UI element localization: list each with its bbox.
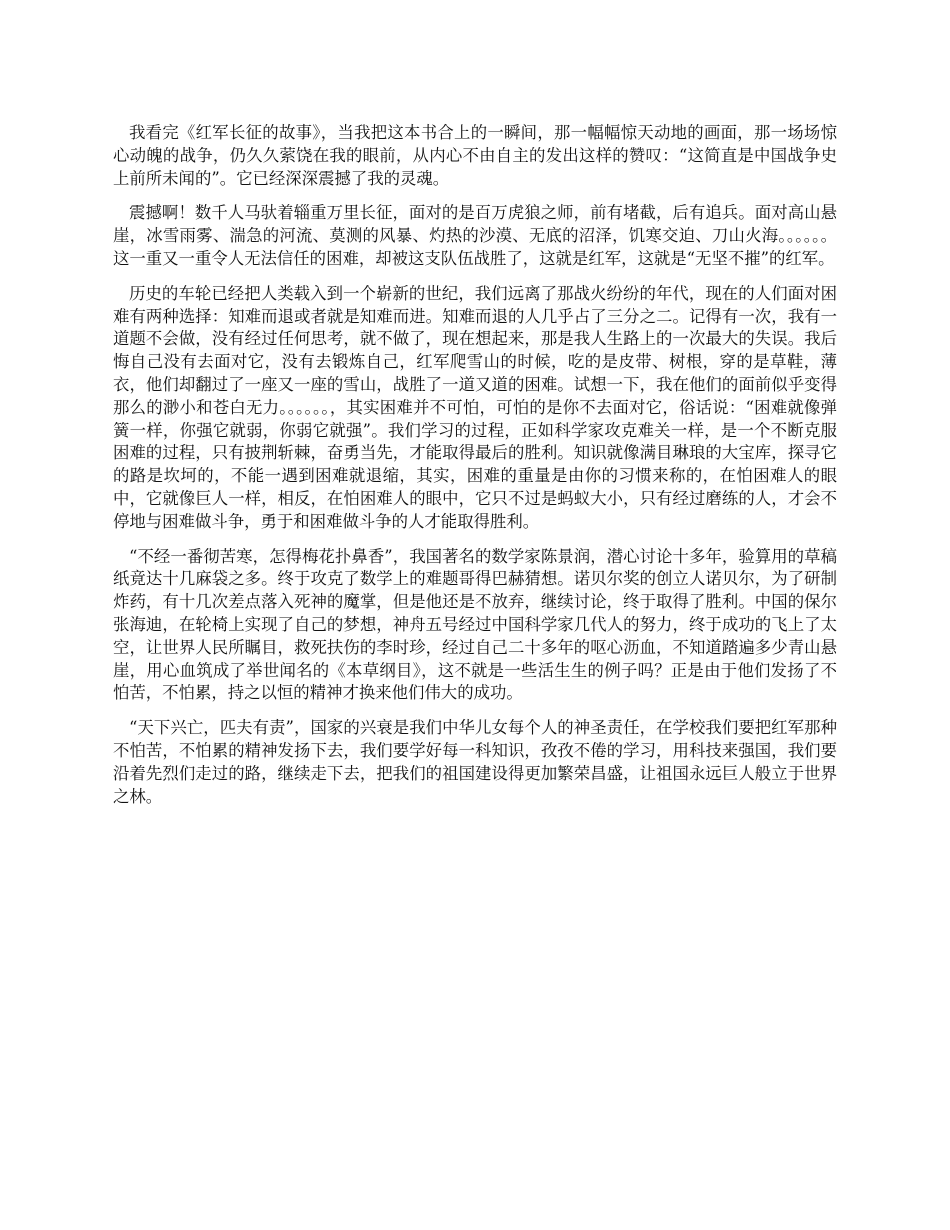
- paragraph-1: 我看完《红军长征的故事》，当我把这本书合上的一瞬间，那一幅幅惊天动地的画面，那一场场惊心动魄的战争，仍久久萦饶在我的眼前，从内心不由自主的发出这样的赞叹：“这简直是中国战争史上前所未闻的”。它已经深深震撼了我的灵魂。: [113, 123, 837, 188]
- paragraph-2: 震撼啊！数千人马驮着辎重万里长征，面对的是百万虎狼之师，前有堵截，后有追兵。面对高山悬崖，冰雪雨雾、湍急的河流、莫测的风暴、灼热的沙漠、无底的沼泽，饥寒交迫、刀山火海。。。。。。这一重又一重令人无法信任的困难，却被这支队伍战胜了，这就是红军，这就是“无坚不摧”的红军。: [113, 203, 837, 268]
- paragraph-5: “天下兴亡，匹夫有责”，国家的兴衰是我们中华儿女每个人的神圣责任，在学校我们要把红军那种不怕苦，不怕累的精神发扬下去，我们要学好每一科知识，孜孜不倦的学习，用科技来强国，我们要沿着先烈们走过的路，继续走下去，把我们的祖国建设得更加繁荣昌盛，让祖国永远巨人般立于世界之林。: [113, 718, 837, 806]
- document-body: [113, 122, 837, 820]
- paragraph-3: 历史的车轮已经把人类载入到一个崭新的世纪，我们远离了那战火纷纷的年代，现在的人们面对困难有两种选择：知难而退或者就是知难而进。知难而退的人几乎占了三分之二。记得有一次，我有一道题不会做，没有经过任何思考，就不做了，现在想起来，那是我人生路上的一次最大的失误。我后悔自己没有去面对它，没有去锻炼自己，红军爬雪山的时候，吃的是皮带、树根，穿的是草鞋，薄衣，他们却翻过了一座又一座的雪山，战胜了一道又道的困难。试想一下，我在他们的面前似乎变得那么的渺小和苍白无力。。。。。。，其实困难并不可怕，可怕的是你不去面对它，俗话说：“困难就像弹簧一样，你强它就弱，你弱它就强”。我们学习的过程，正如科学家攻克难关一样，是一个不断克服困难的过程，只有披荆斩棘，奋勇当先，才能取得最后的胜利。知识就像满目琳琅的大宝库，探寻它的路是坎坷的，不能一遇到困难就退缩，其实，困难的重量是由你的习惯来称的，在怕困难人的眼中，它就像巨人一样，相反，在怕困难人的眼中，它只不过是蚂蚁大小，只有经过磨练的人，才会不停地与困难做斗争，勇于和困难做斗争的人才能取得胜利。: [113, 283, 837, 531]
- paragraph-4: “不经一番彻苦寒，怎得梅花扑鼻香”，我国著名的数学家陈景润，潜心讨论十多年，验算用的草稿纸竟达十几麻袋之多。终于攻克了数学上的难题哥得巴赫猜想。诺贝尔奖的创立人诺贝尔，为了研制炸药，有十几次差点落入死神的魔掌，但是他还是不放弃，继续讨论，终于取得了胜利。中国的保尔张海迪，在轮椅上实现了自己的梦想，神舟五号经过中国科学家几代人的努力，终于成功的飞上了太空，让世界人民所瞩目，救死扶伤的李时珍，经过自己二十多年的呕心沥血，不知道踏遍多少青山悬崖，用心血筑成了举世闻名的《本草纲目》，这不就是一些活生生的例子吗？正是由于他们发扬了不怕苦，不怕累，持之以恒的精神才换来他们伟大的成功。: [113, 546, 837, 703]
